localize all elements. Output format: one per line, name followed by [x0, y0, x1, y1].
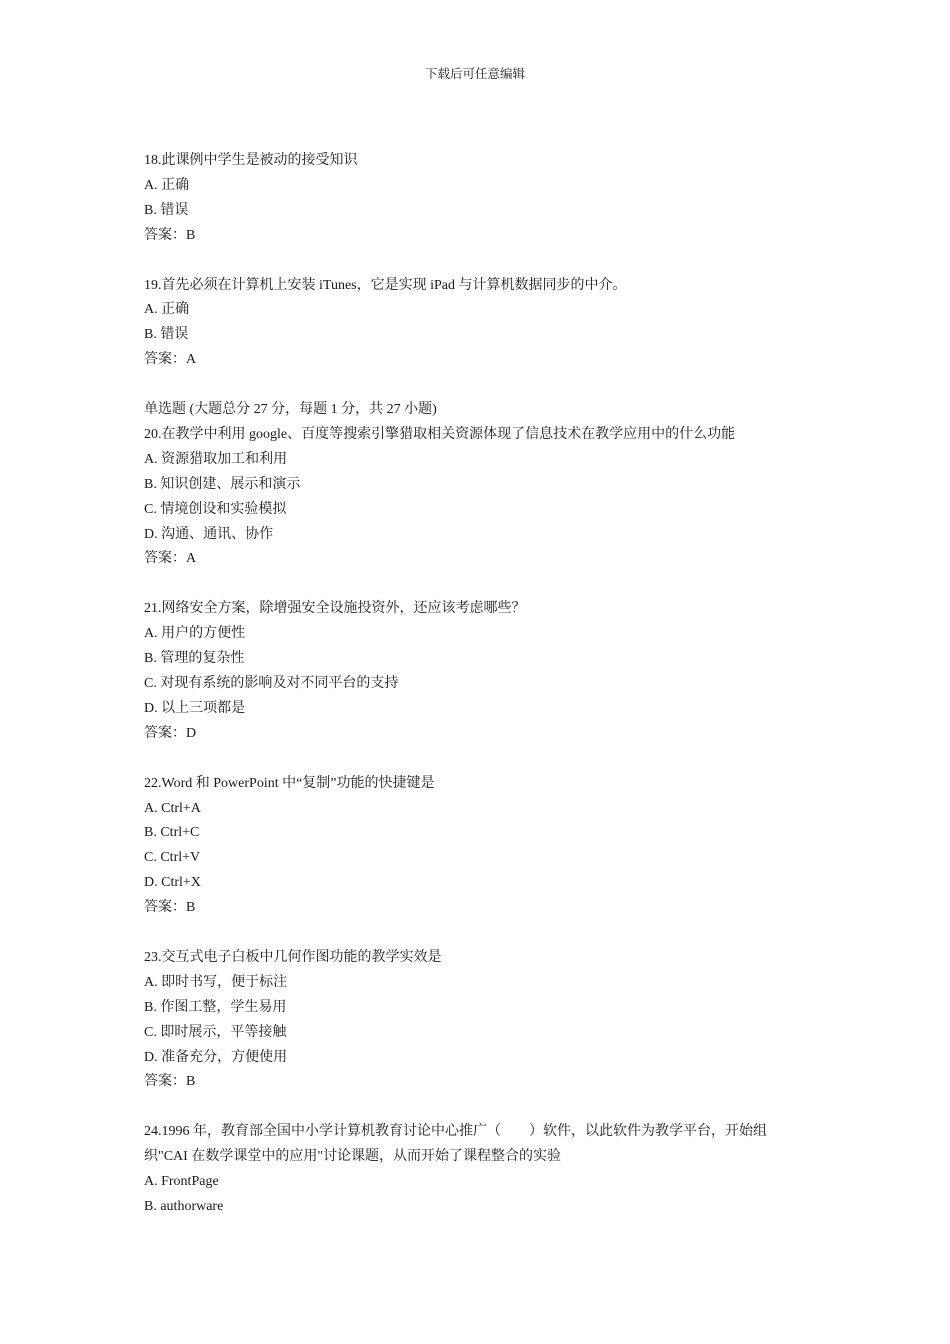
question-text: 18.此课例中学生是被动的接受知识 — [144, 153, 358, 168]
question-21 — [144, 597, 794, 746]
answer: 答案：A — [144, 352, 197, 368]
question-23 — [144, 946, 794, 1095]
page-header: 下载后可任意编辑 — [424, 67, 525, 81]
answer: 答案：B — [144, 900, 196, 916]
option-b: B. authorware — [144, 1198, 224, 1214]
option-a: A. FrontPage — [144, 1174, 219, 1190]
option-b: B. 错误 — [144, 327, 189, 343]
option-a: A. 资源猎取加工和利用 — [144, 451, 288, 467]
question-text: 20.在教学中利用 google、百度等搜索引擎猎取相关资源体现了信息技术在教学应用中的什么功能 — [144, 426, 736, 442]
question-text: 22.Word 和 PowerPoint 中“复制”功能的快捷键是 — [144, 775, 435, 791]
spacer — [144, 572, 794, 597]
option-b: B. Ctrl+C — [144, 825, 200, 841]
spacer — [144, 373, 794, 398]
option-c: C. 对现有系统的影响及对不同平台的支持 — [144, 675, 399, 691]
option-c: C. Ctrl+V — [144, 850, 201, 866]
question-text: 19.首先必须在计算机上安装 iTunes，它是实现 iPad 与计算机数据同步的中介。 — [144, 277, 627, 293]
answer: 答案：B — [144, 1074, 196, 1090]
option-c: C. 即时展示，平等接触 — [144, 1024, 287, 1040]
section-heading: 单选题 (大题总分 27 分，每题 1 分，共 27 小题) — [144, 402, 437, 418]
question-24 — [144, 1120, 794, 1220]
document-body — [144, 149, 794, 1220]
option-d: D. 准备充分，方便使用 — [144, 1049, 288, 1065]
option-d: D. Ctrl+X — [144, 875, 201, 891]
spacer — [144, 1095, 794, 1120]
question-20 — [144, 423, 794, 572]
option-a: A. 用户的方便性 — [144, 626, 246, 642]
spacer — [144, 921, 794, 946]
option-b: B. 知识创建、展示和演示 — [144, 476, 301, 492]
option-b: B. 作图工整，学生易用 — [144, 999, 287, 1015]
spacer — [144, 747, 794, 772]
question-text: 23.交互式电子白板中几何作图功能的教学实效是 — [144, 949, 442, 965]
spacer — [144, 249, 794, 274]
question-22 — [144, 772, 794, 921]
option-d: D. 沟通、通讯、协作 — [144, 526, 274, 542]
option-d: D. 以上三项都是 — [144, 700, 246, 716]
option-a: A. 即时书写，便于标注 — [144, 974, 288, 990]
option-a: A. Ctrl+A — [144, 800, 201, 816]
question-text: 21.网络安全方案，除增强安全设施投资外，还应该考虑哪些？ — [144, 601, 526, 617]
answer: 答案：D — [144, 725, 197, 741]
option-c: C. 情境创设和实验模拟 — [144, 501, 287, 517]
question-19 — [144, 274, 794, 374]
option-b: B. 错误 — [144, 202, 189, 218]
answer: 答案：A — [144, 551, 197, 567]
option-a: A. 正确 — [144, 302, 190, 318]
option-a: A. 正确 — [144, 177, 190, 193]
question-18 — [144, 149, 794, 249]
answer: 答案：B — [144, 227, 196, 243]
option-b: B. 管理的复杂性 — [144, 651, 245, 667]
question-text-line-2: 织"CAI 在数学课堂中的应用"讨论课题，从而开始了课程整合的实验 — [144, 1149, 562, 1165]
question-text-line-1: 24.1996 年，教育部全国中小学计算机教育讨论中心推广（ ）软件，以此软件为教学平台，开始组 — [144, 1124, 767, 1140]
